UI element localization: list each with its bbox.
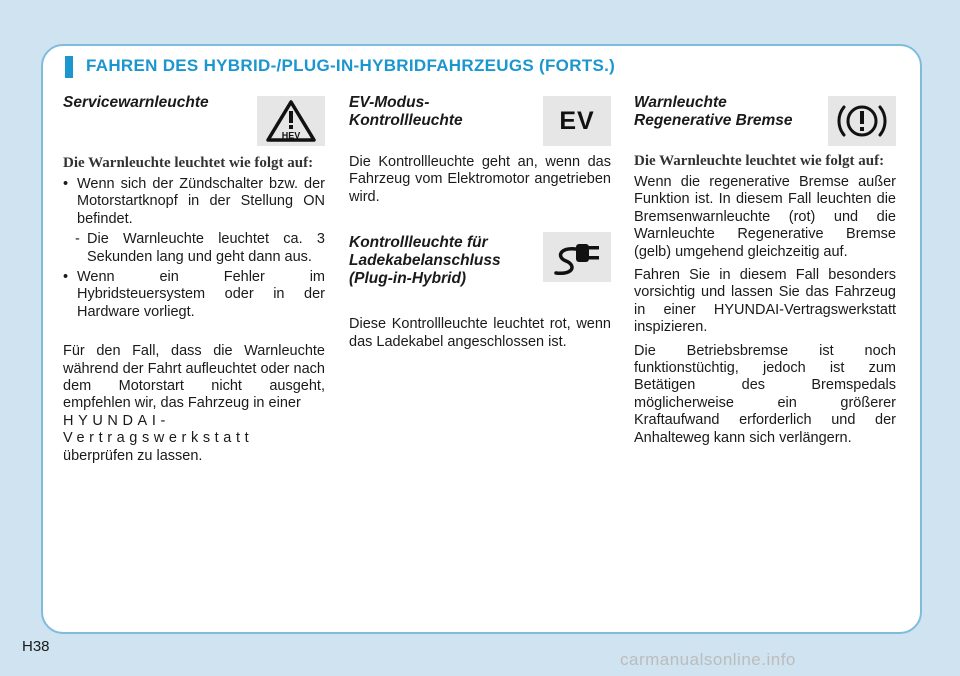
plug-cable-icon [543,232,611,282]
ev-mode-icon [543,96,611,146]
service-paragraph-main: Für den Fall, dass die Warnleuchte während der Fahrt aufleuchtet oder nach dem Motorstart nicht ausgeht, empfehlen wir, das Fahrzeug in einer [63,343,325,412]
regen-brake-para1: Wenn die regenerative Bremse außer Funktion ist. In diesem Fall leuchten die Bremsenwarnleuchte (rot) und die Warnleuchte Regenerative Bremse (gelb) umgehend gleichzeitig auf. [634,174,896,260]
service-warning-subheading: Die Warnleuchte leuchtet wie folgt auf: [63,155,314,171]
hev-icon-label: HEV [281,130,301,141]
charge-cable-text: Diese Kontrollleuchte leuchtet rot, wenn das Ladekabel angeschlossen ist. [349,316,611,350]
page-number: H38 [22,638,50,655]
service-bullet-ignition: • Wenn sich der Zündschalter bzw. der Motorstartknopf in der Stellung ON befindet. [63,176,325,228]
column-service-warning [63,94,325,465]
service-paragraph-end: überprüfen zu lassen. [63,447,203,464]
service-warning-heading: Servicewarnleuchte [63,94,209,111]
brake-warning-icon [828,96,896,146]
column-ev-mode [349,94,611,351]
charge-cable-heading: Kontrollleuchte für Ladekabelanschluss (Plug-in-Hybrid) [349,234,501,288]
service-paragraph [63,343,325,465]
regen-brake-subheading: Die Warnleuchte leuchtet wie folgt auf: [634,153,885,169]
ev-icon-label: EV [559,106,595,135]
regen-brake-para2: Fahren Sie in diesem Fall besonders vorsichtig und lassen Sie das Fahrzeug in einer HYUNDAI-Vertragswerkstatt inspizieren. [634,267,896,336]
service-dash-text: Die Warnleuchte leuchtet ca. 3 Sekunden lang und geht dann aus. [87,231,325,265]
watermark: carmanualsonline.info [620,650,796,669]
service-paragraph-dealer: HYUNDAI-Vertragswerkstatt [63,412,254,447]
regen-brake-heading: Warnleuchte Regenerative Bremse [634,94,793,129]
ev-mode-text: Die Kontrollleuchte geht an, wenn das Fahrzeug vom Elektromotor angetrieben wird. [349,154,611,205]
ev-mode-heading: EV-Modus-Kontrollleuchte [349,94,463,129]
column-regen-brake [634,94,896,447]
regen-brake-para3: Die Betriebsbremse ist noch funktionstüchtig, jedoch ist zum Betätigen des Bremspedals möglicherweise ein größerer Kraftaufwand erforderlich und der Anhalteweg kann sich verlängern. [634,342,896,446]
section-header-bar [65,56,73,78]
hev-warning-icon [257,96,325,146]
service-bullet-fault: • Wenn ein Fehler im Hybridsteuersystem oder in der Hardware vorliegt. [63,269,325,321]
section-title: FAHREN DES HYBRID-/PLUG-IN-HYBRIDFAHRZEUGS (FORTS.) [86,56,616,75]
service-dash-duration: - Die Warnleuchte leuchtet ca. 3 Sekunden lang und geht dann aus. [75,231,325,265]
